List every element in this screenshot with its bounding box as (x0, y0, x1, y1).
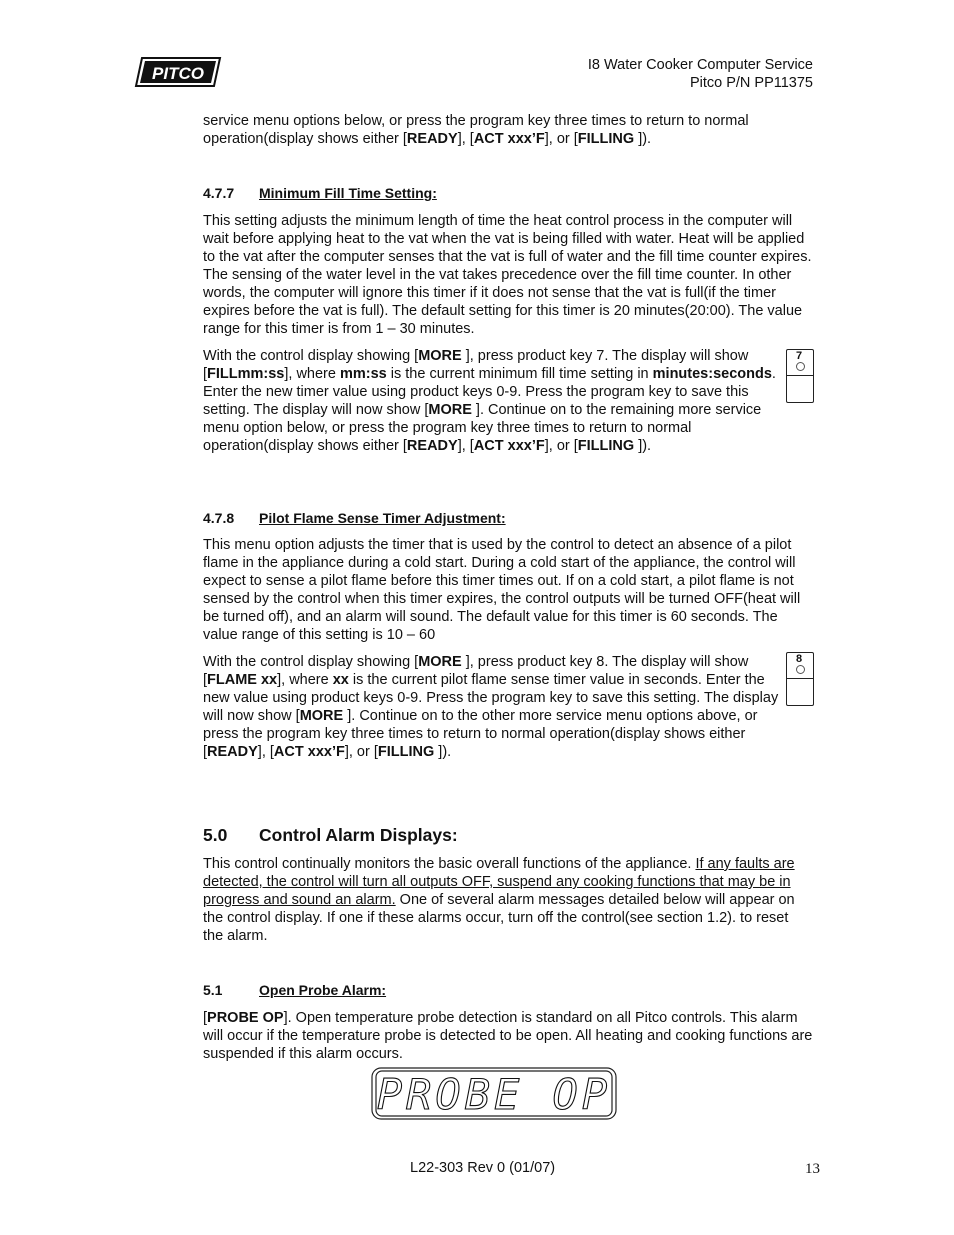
section-5-1-paragraph: [PROBE OP]. Open temperature probe detection is standard on all Pitco controls. This alarm will occur if the temperature probe is detected to be open. All heating and cooking functions are suspended if this alarm occurs. (203, 1010, 813, 1062)
section-4-7-8-paragraph-1: This menu option adjusts the timer that is used by the control to detect an absence of a pilot flame in the appliance during a cold start. During a cold start of the appliance, the control will expect to sense a pilot flame before this timer times out. If on a cold start, a pilot flame is not sensed by the control when this timer expires, the control outputs will be turned OFF(heat will be turned off), and an alarm will sound. The default value for this timer is 60 seconds. The value range of this setting is 10 – 60 (203, 537, 801, 643)
key-label: 8 (796, 653, 803, 665)
section-4-7-7-paragraph-1: This setting adjusts the minimum length of time the heat control process in the computer will wait before applying heat to the vat when the vat is being filled with water. Heat will be applied to the vat after the computer senses that the vat is full of water and the fill time counter expires. The sensing of the water level in the vat takes precedence over the fill time counter. In other words, the computer will ignore this timer if it does not sense that the vat is full(if the timer expires before the vat is full). The default setting for this timer is 20 minutes(20:00). The value range for this timer is from 1 – 30 minutes. (203, 213, 812, 337)
probe-op-display (371, 1067, 617, 1120)
section-4-7-7-paragraph-2: With the control display showing [MORE ], press product key 7. The display will show [FILLmm:ss], where mm:ss is the current minimum fill time setting in minutes:seconds. Enter the new timer value using product keys 0-9. Press the program key to save this setting. The display will now show [MORE ]. Continue on to the remaining more service menu option below, or press the program key three times to return to normal operation(display shows either [READY], [ACT xxx’F], or [FILLING ]). (203, 348, 776, 454)
header-part-number: Pitco P/N PP11375 (689, 75, 813, 91)
intro-paragraph: service menu options below, or press the program key three times to return to normal operation(display shows either [READY], [ACT xxx’F], or [FILLING ]). (203, 113, 749, 147)
header-title: I8 Water Cooker Computer Service (587, 57, 813, 73)
product-key-7-icon (786, 349, 814, 403)
page-number: 13 (805, 1161, 820, 1177)
section-4-7-8-heading: 4.7.8 Pilot Flame Sense Timer Adjustment: (203, 510, 506, 526)
key-led-icon (796, 362, 805, 371)
section-4-7-7-heading: 4.7.7 Minimum Fill Time Setting: (203, 185, 437, 201)
key-label: 7 (796, 350, 803, 362)
footer-doc-id: L22-303 Rev 0 (01/07) (410, 1160, 556, 1176)
key-led-icon (796, 665, 805, 674)
section-5-0-heading: 5.0 Control Alarm Displays: (203, 825, 458, 845)
logo-text: PITCO (152, 64, 204, 83)
display-text: PROBE OP (376, 1070, 612, 1119)
product-key-8-icon (786, 652, 814, 706)
page-header (588, 56, 813, 92)
section-4-7-8-paragraph-2: With the control display showing [MORE ], press product key 8. The display will show [FLAME xx], where xx is the current pilot flame sense timer value in seconds. Enter the new value using product keys 0-9. Press the program key to save this setting. The display will now show [MORE ]. Continue on to the other more service menu options above, or press the program key three times to return to normal operation(display shows either [READY], [ACT xxx’F], or [FILLING ]). (203, 654, 779, 760)
pitco-logo (134, 56, 222, 88)
section-5-0-paragraph: This control continually monitors the basic overall functions of the appliance. If any faults are detected, the control will turn all outputs OFF, suspend any cooking functions that may be in progress and sound an alarm. One of several alarm messages detailed below will appear on the control display. If one if these alarms occur, turn off the control(see section 1.2). to reset the alarm. (203, 856, 795, 944)
section-5-1-heading: 5.1 Open Probe Alarm: (203, 982, 387, 998)
